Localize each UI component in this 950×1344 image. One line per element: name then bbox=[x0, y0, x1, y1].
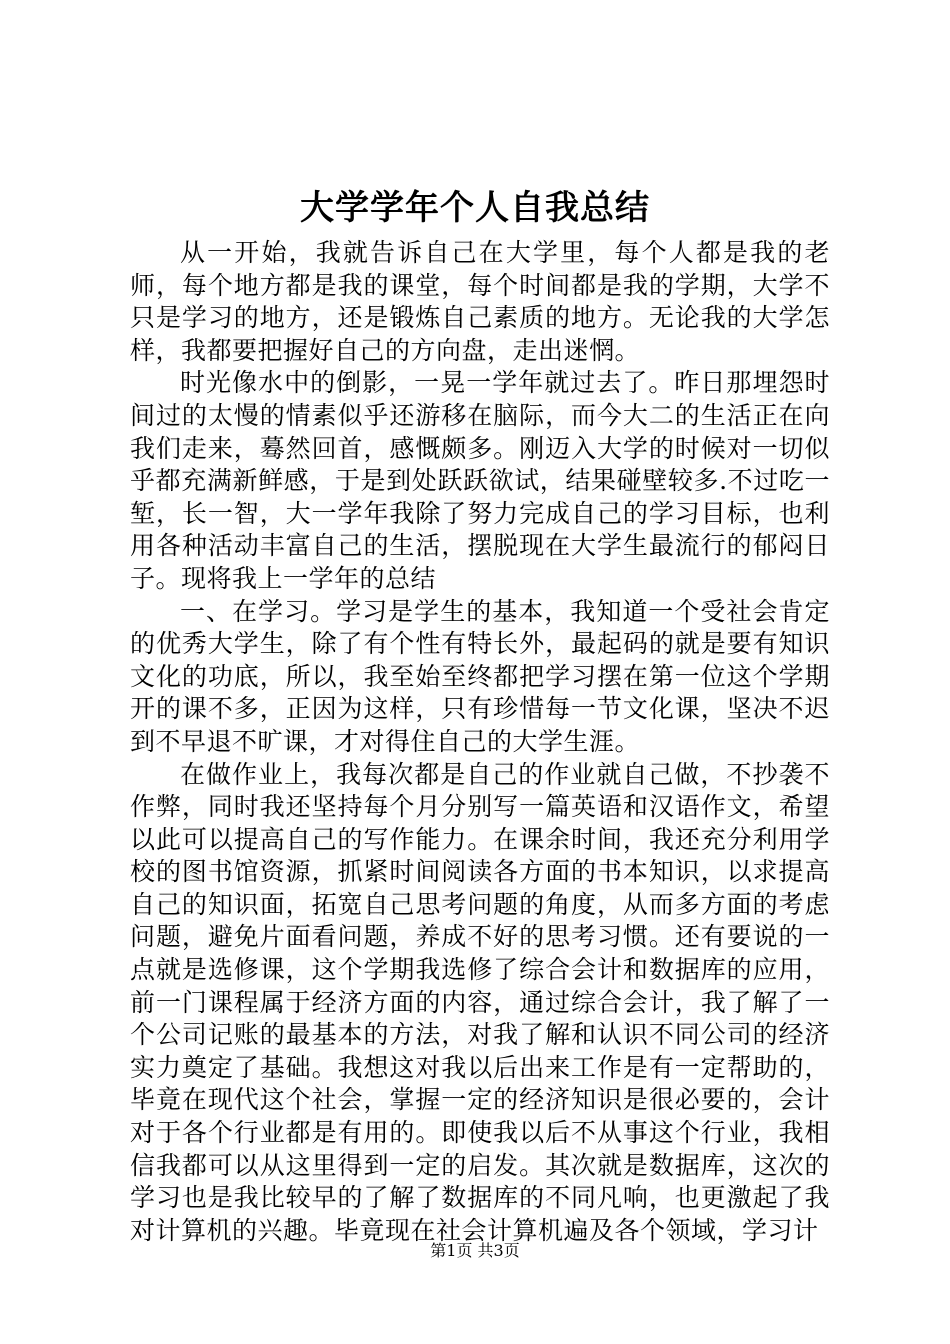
paragraph-homework: 在做作业上，我每次都是自己的作业就自己做，不抄袭不作弊，同时我还坚持每个月分别写一篇英语和汉语作文，希望以此可以提高自己的写作能力。在课余时间，我还充分利用学校的图书馆资源，抓紧时间阅读各方面的书本知识，以求提高自己的知识面，拓宽自己思考问题的角度，从而多方面的考虑问题，避免片面看问题，养成不好的思考习惯。还有要说的一点就是选修课，这个学期我选修了综合会计和数据库的应用，前一门课程属于经济方面的内容，通过综合会计，我了解了一个公司记账的最基本的方法，对我了解和认识不同公司的经济实力奠定了基础。我想这对我以后出来工作是有一定帮助的，毕竟在现代这个社会，掌握一定的经济知识是很必要的，会计对于各个行业都是有用的。即使我以后不从事这个行业，我相信我都可以从这里得到一定的启发。其次就是数据库，这次的学习也是我比较早的了解了数据库的不同凡响，也更激起了我对计算机的兴趣。毕竟现在社会计算机遍及各个领域，学习计 bbox=[130, 759, 830, 1245]
document-title: 大学学年个人自我总结 bbox=[300, 188, 650, 228]
document-body bbox=[130, 237, 830, 1247]
paragraph-study: 一、在学习。学习是学生的基本，我知道一个受社会肯定的优秀大学生，除了有个性有特长外，最起码的就是要有知识文化的功底，所以，我至始至终都把学习摆在第一位这个学期开的课不多，正因为这样，只有珍惜每一节文化课，坚决不迟到不早退不旷课，才对得住自己的大学生涯。 bbox=[130, 596, 830, 756]
paragraph-reflection: 时光像水中的倒影，一晃一学年就过去了。昨日那埋怨时间过的太慢的情素似乎还游移在脑际，而今大二的生活正在向我们走来，蓦然回首，感慨颇多。刚迈入大学的时候对一切似乎都充满新鲜感，于是到处跃跃欲试，结果碰壁较多.不过吃一堑，长一智，大一学年我除了努力完成自己的学习目标，也利用各种活动丰富自己的生活，摆脱现在大学生最流行的郁闷日子。现将我上一学年的总结 bbox=[130, 368, 830, 593]
page-number-footer: 第1页 共3页 bbox=[430, 1241, 520, 1260]
paragraph-intro: 从一开始，我就告诉自己在大学里，每个人都是我的老师，每个地方都是我的课堂，每个时间都是我的学期，大学不只是学习的地方，还是锻炼自己素质的地方。无论我的大学怎样，我都要把握好自己的方向盘，走出迷惘。 bbox=[130, 238, 830, 365]
